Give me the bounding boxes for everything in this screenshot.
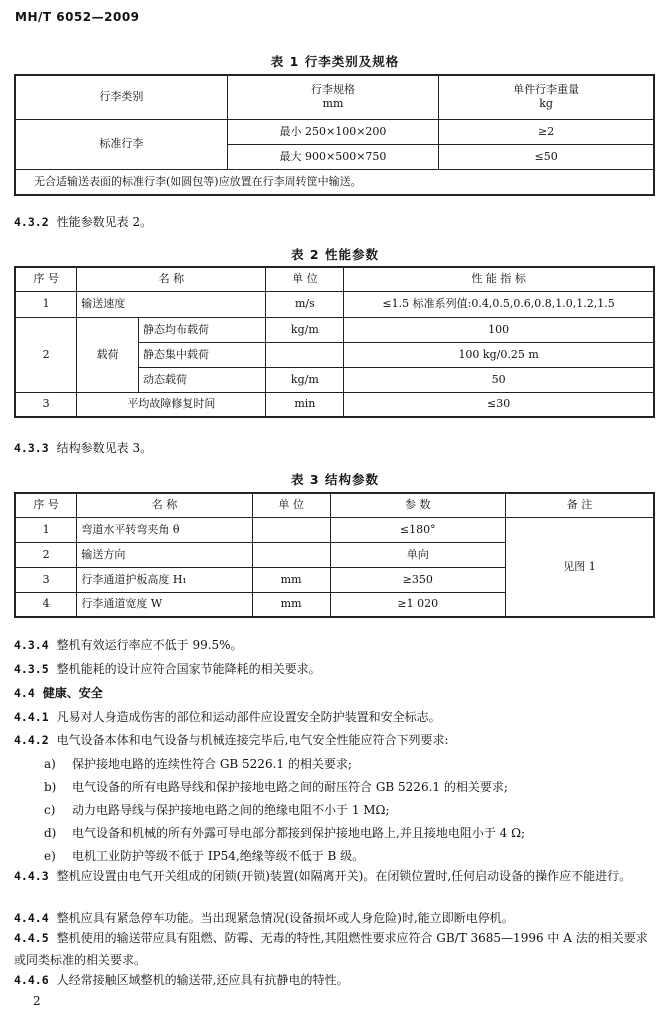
section-4-3-4: 4.3.4 整机有效运行率应不低于 99.5%。: [14, 638, 243, 652]
t3-r2-unit: [252, 542, 330, 567]
t2-r2-group: 载荷: [77, 317, 139, 392]
table2: [14, 266, 655, 418]
t3-r1-value: ≤180°: [330, 517, 505, 542]
table1-caption: 表 1 行李类别及规格: [270, 54, 400, 69]
t2-r1-name: 输送速度: [77, 291, 266, 317]
section-4-4-1: 4.4.1 凡易对人身造成伤害的部位和运动部件应设置安全防护装置和安全标志。: [14, 710, 441, 724]
t3-r2-value: 单向: [330, 542, 505, 567]
section-4-4-6: 4.4.6 人经常接触区域整机的输送带,还应具有抗静电的特性。: [14, 973, 349, 987]
t2-header-unit: 单 位: [266, 267, 344, 291]
t3-header-no: 序 号: [15, 493, 77, 517]
t2-r2a-name: 静态均布载荷: [139, 317, 266, 342]
t2-r3-unit: min: [266, 392, 344, 417]
t3-r4-unit: mm: [252, 592, 330, 617]
t3-r3-name: 行李通道护板高度 H₁: [77, 567, 252, 592]
t2-r1-value: ≤1.5 标准系列值:0.4,0.5,0.6,0.8,1.0,1.2,1.5: [344, 291, 654, 317]
list-item: a) 保护接地电路的连续性符合 GB 5226.1 的相关要求;: [44, 757, 352, 771]
t2-r2a-unit: kg/m: [266, 317, 344, 342]
t3-header-unit: 单 位: [252, 493, 330, 517]
t3-r4-value: ≥1 020: [330, 592, 505, 617]
t3-header-name: 名 称: [77, 493, 252, 517]
standard-header: MH/T 6052—2009: [15, 10, 140, 24]
t2-header-name: 名 称: [77, 267, 266, 291]
table3: [14, 492, 655, 618]
t2-r3-no: 3: [15, 392, 77, 417]
section-4-3-5: 4.3.5 整机能耗的设计应符合国家节能降耗的相关要求。: [14, 662, 321, 676]
table1: [14, 74, 655, 196]
t3-r2-no: 2: [15, 542, 77, 567]
t3-remark: 见图 1: [505, 517, 654, 617]
t2-r2c-value: 50: [344, 367, 654, 392]
t2-r1-no: 1: [15, 291, 77, 317]
t3-r2-name: 输送方向: [77, 542, 252, 567]
table3-caption: 表 3 结构参数: [291, 472, 379, 487]
section-4-3-2: 4.3.2 性能参数见表 2。: [14, 215, 153, 229]
t2-r2-no: 2: [15, 317, 77, 392]
t1-header-spec: 行李规格 mm: [227, 75, 439, 119]
t3-header-param: 参 数: [330, 493, 505, 517]
t2-r2b-name: 静态集中载荷: [139, 342, 266, 367]
t2-r2b-unit: [266, 342, 344, 367]
page-number: 2: [33, 994, 41, 1008]
t3-r3-value: ≥350: [330, 567, 505, 592]
t3-r3-unit: mm: [252, 567, 330, 592]
t1-category: 标准行李: [15, 119, 227, 169]
section-4-4-5: 4.4.5 整机使用的输送带应具有阻燃、防霉、无毒的特性,其阻燃性要求应符合 GB/T 3685—1996 中 A 法的相关要求或同类标准的相关要求。: [14, 931, 648, 967]
t3-r1-name: 弯道水平转弯夹角 θ: [77, 517, 252, 542]
table2-caption: 表 2 性能参数: [291, 247, 379, 262]
t2-r3-name: 平均故障修复时间: [77, 392, 266, 417]
t1-note: 无合适输送表面的标准行李(如圆包等)应放置在行李周转筐中输送。: [15, 169, 654, 195]
t1-spec-max: 最大 900×500×750: [227, 144, 439, 169]
t2-r2c-name: 动态载荷: [139, 367, 266, 392]
t3-r1-no: 1: [15, 517, 77, 542]
t3-header-remark: 备 注: [505, 493, 654, 517]
t1-weight-min: ≥2: [439, 119, 654, 144]
t2-r2a-value: 100: [344, 317, 654, 342]
t1-header-weight: 单件行李重量 kg: [439, 75, 654, 119]
section-4-3-3: 4.3.3 结构参数见表 3。: [14, 441, 153, 455]
t1-weight-max: ≤50: [439, 144, 654, 169]
section-4-4: 4.4 健康、安全: [14, 686, 103, 700]
t2-header-no: 序 号: [15, 267, 77, 291]
t2-r1-unit: m/s: [266, 291, 344, 317]
section-4-4-4: 4.4.4 整机应具有紧急停车功能。当出现紧急情况(设备损坏或人身危险)时,能立即断电停机。: [14, 911, 514, 925]
t3-r4-name: 行李通道宽度 W: [77, 592, 252, 617]
t2-r2b-value: 100 kg/0.25 m: [344, 342, 654, 367]
t1-header-category: 行李类别: [15, 75, 227, 119]
list-item: b) 电气设备的所有电路导线和保护接地电路之间的耐压符合 GB 5226.1 的相关要求;: [44, 780, 508, 794]
t3-r3-no: 3: [15, 567, 77, 592]
t2-r3-value: ≤30: [344, 392, 654, 417]
t2-header-index: 性 能 指 标: [344, 267, 654, 291]
t3-r1-unit: [252, 517, 330, 542]
list-item: c) 动力电路导线与保护接地电路之间的绝缘电阻不小于 1 MΩ;: [44, 803, 390, 817]
section-4-4-3: 4.4.3 整机应设置由电气开关组成的闭锁(开锁)装置(如隔离开关)。在闭锁位置时,任何启动设备的操作应不能进行。: [14, 869, 632, 883]
list-item: d) 电气设备和机械的所有外露可导电部分都接到保护接地电路上,并且接地电阻小于 4 Ω;: [44, 826, 526, 840]
t3-r4-no: 4: [15, 592, 77, 617]
list-item: e) 电机工业防护等级不低于 IP54,绝缘等级不低于 B 级。: [44, 849, 365, 863]
t1-spec-min: 最小 250×100×200: [227, 119, 439, 144]
section-4-4-2: 4.4.2 电气设备本体和电气设备与机械连接完毕后,电气安全性能应符合下列要求:: [14, 733, 449, 747]
t2-r2c-unit: kg/m: [266, 367, 344, 392]
